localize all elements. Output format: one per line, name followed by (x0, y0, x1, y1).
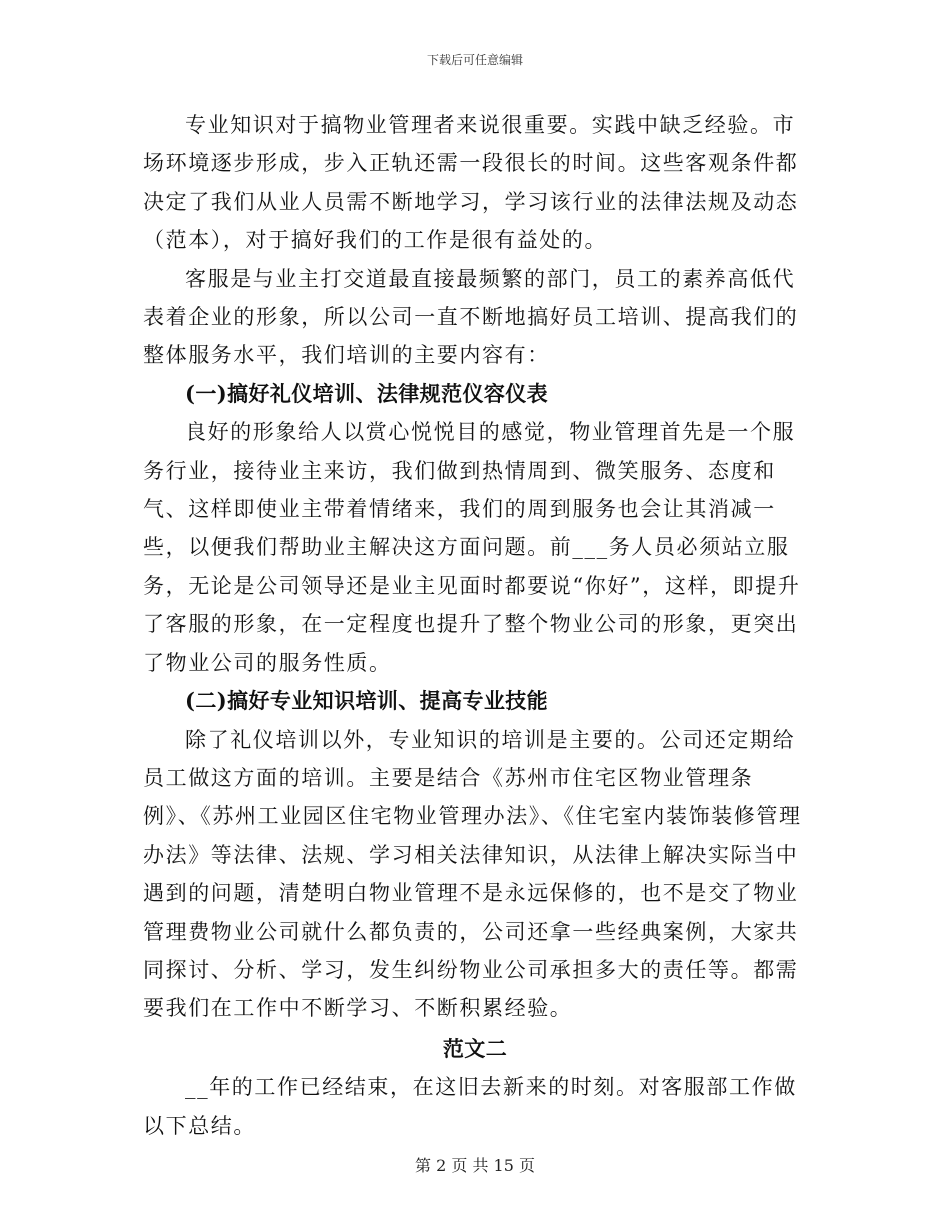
body-paragraph: 良好的形象给人以赏心悦悦目的感觉，物业管理首先是一个服务行业，接待业主来访，我们做到热情周到、微笑服务、态度和气、这样即使业主带着情绪来，我们的周到服务也会让其消减一些，以便我们帮助业主解决这方面问题。前___务人员必须站立服务，无论是公司领导还是业主见面时都要说“你好”，这样，即提升了客服的形象，在一定程度也提升了整个物业公司的形象，更突出了物业公司的服务性质。 (143, 420, 801, 675)
page-header: 下载后可任意编辑 (426, 53, 523, 67)
page-number: 第 2 页 共 15 页 (415, 1156, 535, 1175)
body-paragraph: 客服是与业主打交道最直接最频繁的部门，员工的素养高低代表着企业的形象，所以公司一直不断地搞好员工培训、提高我们的整体服务水平，我们培训的主要内容有： (143, 266, 799, 368)
section-heading: (二)搞好专业知识培训、提高专业技能 (185, 688, 549, 714)
section-heading: (一)搞好礼仪培训、法律规范仪容仪表 (185, 380, 549, 406)
document-section-title: 范文二 (442, 1035, 508, 1061)
body-paragraph: 专业知识对于搞物业管理者来说很重要。实践中缺乏经验。市场环境逐步形成，步入正轨还需一段很长的时间。这些客观条件都决定了我们从业人员需不断地学习，学习该行业的法律法规及动态（范本），对于搞好我们的工作是很有益处的。 (143, 113, 799, 253)
document-body (143, 106, 807, 1145)
body-paragraph: __年的工作已经结束，在这旧去新来的时刻。对客服部工作做以下总结。 (143, 1075, 797, 1138)
body-paragraph: 除了礼仪培训以外，专业知识的培训是主要的。公司还定期给员工做这方面的培训。主要是结合《苏州市住宅区物业管理条例》、《苏州工业园区住宅物业管理办法》、《住宅室内装饰装修管理办法》等法律、法规、学习相关法律知识，从法律上解决实际当中遇到的问题，清楚明白物业管理不是永远保修的，也不是交了物业管理费物业公司就什么都负责的，公司还拿一些经典案例，大家共同探讨、分析、学习，发生纠纷物业公司承担多大的责任等。都需要我们在工作中不断学习、不断积累经验。 (143, 727, 802, 1021)
